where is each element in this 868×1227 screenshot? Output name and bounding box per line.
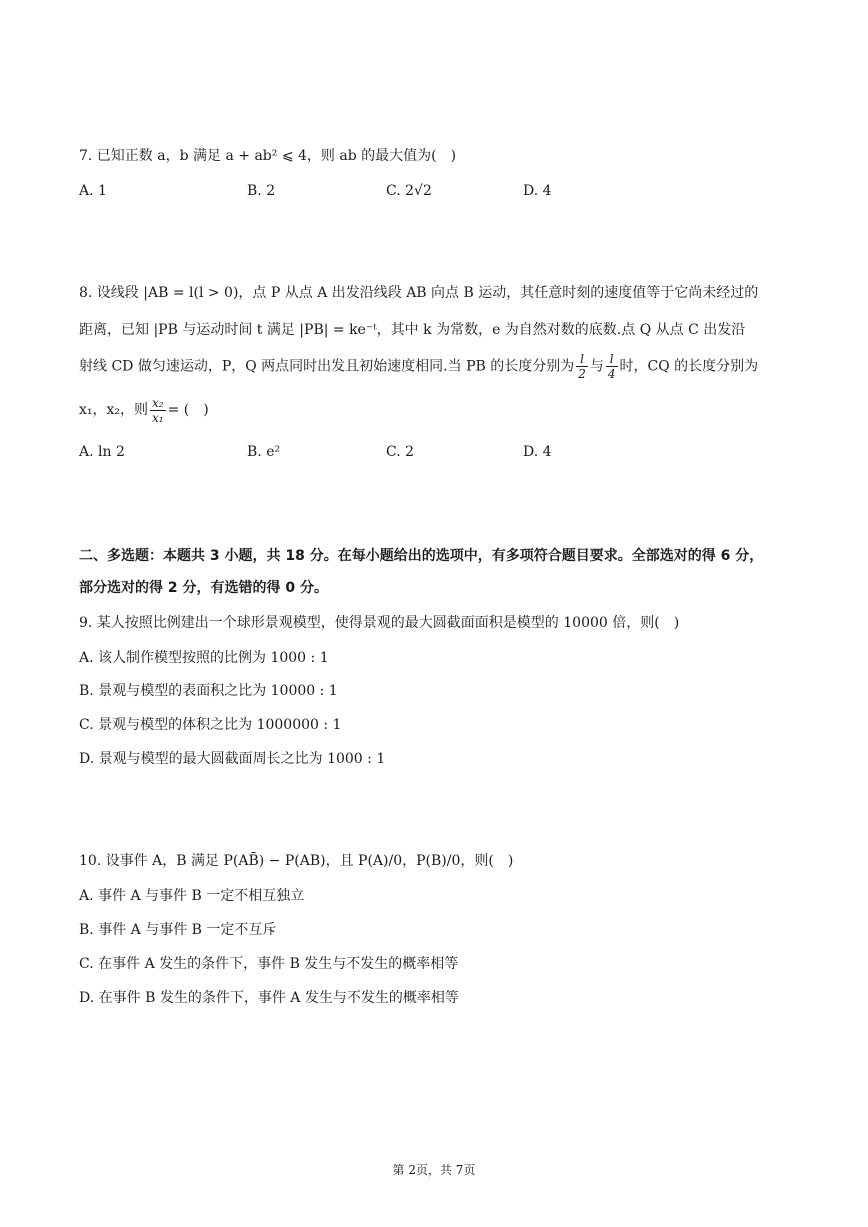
q8-option-b: B. e² xyxy=(247,444,281,460)
q9-option-a: A. 该人制作模型按照的比例为 1000 : 1 xyxy=(79,650,329,666)
q8-option-d: D. 4 xyxy=(523,444,552,460)
q8-line-1: 8. 设线段 |AB = l(l > 0)，点 P 从点 A 出发沿线段 AB 向点 B 运动，其任意时刻的速度值等于它尚未经过的 xyxy=(79,285,759,301)
page-footer: 第 2页，共 7页 xyxy=(392,1163,476,1177)
q10-option-c: C. 在事件 A 发生的条件下，事件 B 发生与不发生的概率相等 xyxy=(79,956,459,972)
q8-line-2: 距离，已知 |PB 与运动时间 t 满足 |PB| = ke⁻ᵗ，其中 k 为常数，e 为自然对数的底数.点 Q 从点 C 出发沿 xyxy=(79,322,746,338)
q10-option-a: A. 事件 A 与事件 B 一定不相互独立 xyxy=(79,888,305,904)
fraction-l-over-2: $\frac{l}{2}$ xyxy=(578,352,586,381)
q9-stem: 9. 某人按照比例建出一个球形景观模型，使得景观的最大圆截面面积是模型的 10000 倍，则( ) xyxy=(79,615,680,631)
section-heading-line-1: 二、多选题：本题共 3 小题，共 18 分。在每小题给出的选项中，有多项符合题目要求。全部选对的得 6 分， xyxy=(79,548,764,564)
q9-option-c: C. 景观与模型的体积之比为 1000000 : 1 xyxy=(79,717,342,733)
q8-line-4-text-b: = ( ) xyxy=(167,402,209,418)
q8-line-3 xyxy=(79,352,758,381)
q8-line-3-text-b: 时，CQ 的长度分别为 xyxy=(619,358,759,375)
fraction-x2-over-x1: $\frac{\text{x₂}}{\text{x₁}}$ xyxy=(152,395,164,425)
q7-option-b: B. 2 xyxy=(247,183,276,199)
q10-option-b: B. 事件 A 与事件 B 一定不互斥 xyxy=(79,922,277,938)
q8-line-3-text-a: 射线 CD 做匀速运动，P，Q 两点同时出发且初始速度相同.当 PB 的长度分别为 xyxy=(79,358,575,375)
q9-option-b: B. 景观与模型的表面积之比为 10000 : 1 xyxy=(79,683,338,699)
q7-option-a: A. 1 xyxy=(79,183,107,199)
q8-line-4 xyxy=(79,395,209,425)
q8-line-3-text-mid: 与 xyxy=(589,358,604,375)
q10-option-d: D. 在事件 B 发生的条件下，事件 A 发生与不发生的概率相等 xyxy=(79,990,459,1006)
q8-option-a: A. ln 2 xyxy=(79,444,125,460)
section-heading-line-2: 部分选对的得 2 分，有选错的得 0 分。 xyxy=(79,580,328,596)
q8-line-4-text-a: x₁，x₂，则 xyxy=(79,402,149,418)
fraction-l-over-4: $\frac{l}{4}$ xyxy=(607,352,616,381)
q7-option-c: C. 2√2 xyxy=(386,183,432,199)
q7-stem: 7. 已知正数 a，b 满足 a + ab² ⩽ 4，则 ab 的最大值为( ) xyxy=(79,148,457,164)
q7-option-d: D. 4 xyxy=(523,183,552,199)
q9-option-d: D. 景观与模型的最大圆截面周长之比为 1000 : 1 xyxy=(79,751,386,767)
q8-option-c: C. 2 xyxy=(386,444,415,460)
q10-stem: 10. 设事件 A，B 满足 P(AB̄) − P(AB)，且 P(A)/0，P(B)/0，则( ) xyxy=(79,853,514,869)
